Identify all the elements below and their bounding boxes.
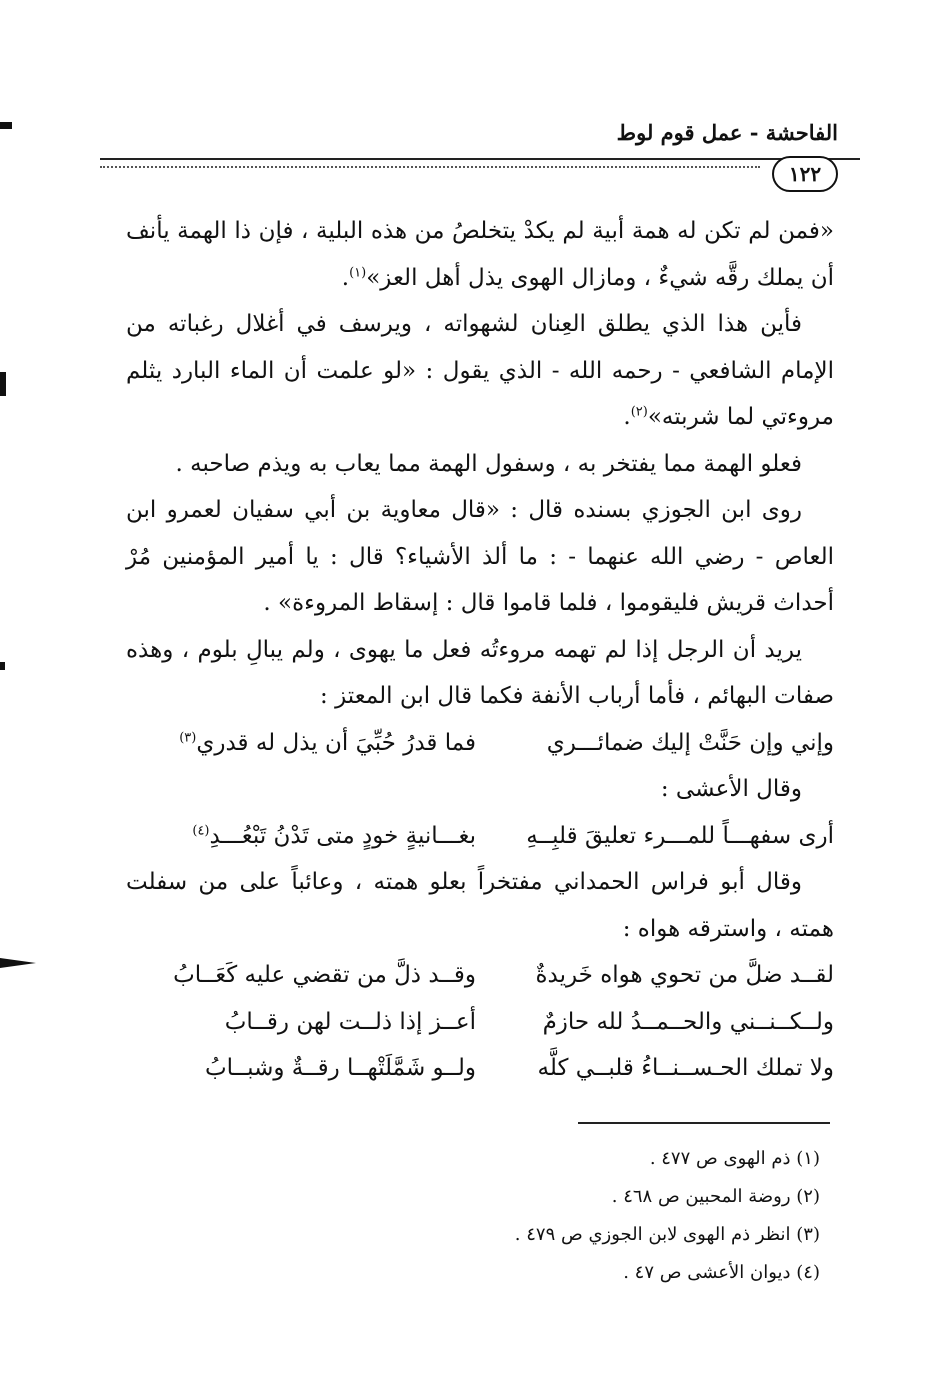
- verse-first-hemistich: ولــكــنــني والحــمــدُ لله حازمٌ: [542, 1008, 834, 1035]
- footnote-ref: (٤): [192, 822, 210, 838]
- scan-edge-mark: [0, 122, 12, 129]
- page-number: ١٢٢: [772, 156, 838, 192]
- verse-second-hemistich: وقــد ذلَّ من تقضي عليه كَعَــابُ: [173, 962, 476, 988]
- verse-second-hemistich: بغـــانيةٍ خودٍ متى تَدْنُ تَبْعُـــدِ$^{(٤)}$: [192, 822, 476, 849]
- scan-edge-mark: [0, 958, 36, 968]
- verse-first-hemistich: أرى سفهـــاً للمـــرء تعليقَ قلبِــهِ: [526, 822, 834, 849]
- footnote-ref: (٣): [179, 729, 197, 745]
- footnote: (٢) روضة المحبين ص ٤٦٨ .: [611, 1186, 820, 1207]
- footnotes: [220, 1140, 820, 1292]
- paragraph: يريد أن الرجل إذا لم تهمه مروءتُه فعل ما يهوى ، ولم يبالِ بلوم ، وهذه صفات البهائم ، فأما أرباب الأنفة فكما قال ابن المعتز :: [126, 636, 834, 709]
- poem-verse: [126, 1045, 834, 1092]
- quote-text: «فمن لم تكن له همة أبية لم يكدْ يتخلصُ من هذه البلية ، فإن ذا الهمة يأنف أن يملك رقَّه شيءٌ ، ومازال الهوى يذل أهل العز»: [126, 218, 834, 291]
- footnote-rule: [578, 1122, 830, 1124]
- verse-first-hemistich: لقــد ضلَّ من تحوي هواه خَريدةٌ: [535, 962, 834, 988]
- footnote-ref: (١): [349, 264, 367, 280]
- header-rule: [100, 158, 860, 160]
- poem-verse: [126, 813, 834, 860]
- poem-verse: [126, 720, 834, 767]
- main-text: [126, 208, 834, 1092]
- verse-first-hemistich: وإني وإن حَنَّتْ إليك ضمائـــري: [546, 729, 834, 756]
- scan-edge-mark: [0, 662, 5, 670]
- verse-intro: وقال الأعشى :: [660, 776, 802, 802]
- footnote-ref: (٢): [630, 404, 648, 420]
- scan-edge-mark: [0, 372, 6, 396]
- verse-second-hemistich: أعــز إذا ذلــت لهن رقــابُ: [224, 1008, 476, 1035]
- paragraph: روى ابن الجوزي بسنده قال : «قال معاوية بن أبي سفيان لعمرو ابن العاص - رضي الله عنهما - : ما ألذ الأشياء؟ قال : يا أمير المؤمنين مُرْ أحداث قريش فليقوموا ، فلما قاموا قال : إسقاط المروءة» .: [126, 497, 834, 616]
- poem-verse: [126, 952, 834, 999]
- footnote: (٤) ديوان الأعشى ص ٤٧ .: [623, 1262, 820, 1283]
- paragraph: «فمن لم تكن له همة أبية لم يكدْ يتخلصُ من هذه البلية ، فإن ذا الهمة يأنف أن يملك رقَّه شيءٌ ، ومازال الهوى يذل أهل العز»$^{(١)}$.: [126, 218, 834, 291]
- running-title: الفاحشة - عمل قوم لوط: [616, 120, 838, 145]
- verse-second-hemistich: فما قدرُ حُبِّيَ أن يذل له قدري$^{(٣)}$: [179, 729, 476, 756]
- paragraph: فعلو الهمة مما يفتخر به ، وسفول الهمة مما يعاب به ويذم صاحبه .: [175, 450, 802, 477]
- poem-verse: [126, 999, 834, 1046]
- verse-second-hemistich: ولــو شَمَّلَتْهــا رقــةٌ وشبــابُ: [205, 1055, 476, 1081]
- verse-first-hemistich: ولا تملك الحـســنــاءُ قلبــي كلَّه: [537, 1055, 834, 1081]
- footnote: (٣) انظر ذم الهوى لابن الجوزي ص ٤٧٩ .: [514, 1224, 820, 1245]
- verse-intro: وقال أبو فراس الحمداني مفتخراً بعلو همته ، وعائباً على من سفلت همته ، واسترقه هواه :: [126, 869, 834, 942]
- paragraph: فأين هذا الذي يطلق العِنان لشهواته ، ويرسف في أغلال رغباته من الإمام الشافعي - رحمه الله - الذي يقول : «لو علمت أن الماء البارد يثلم مروءتي لما شربته»$^{(٢)}$.: [126, 311, 834, 430]
- footnote: (١) ذم الهوى ص ٤٧٧ .: [649, 1148, 820, 1169]
- header-dotted-rule: [100, 166, 760, 168]
- paragraph-text: فأين هذا الذي يطلق العِنان لشهواته ، ويرسف في أغلال رغباته من الإمام الشافعي - رحمه الله - الذي يقول : «لو علمت أن الماء البارد يثلم مروءتي لما شربته»: [126, 311, 834, 430]
